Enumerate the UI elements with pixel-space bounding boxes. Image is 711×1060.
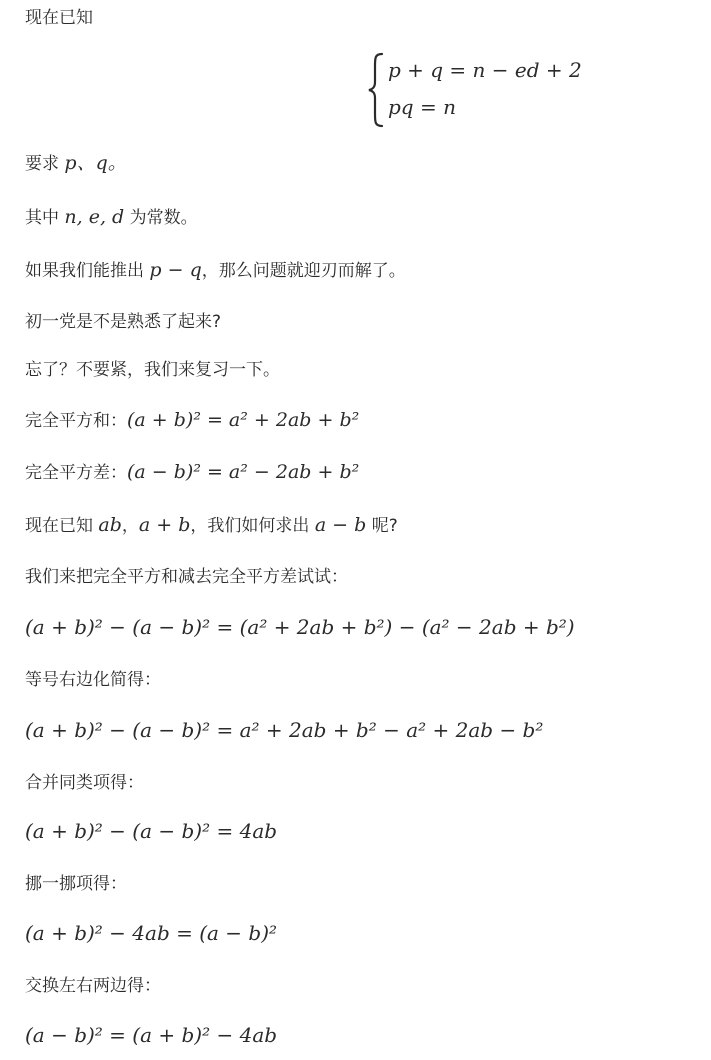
swap-text: 交换左右两边得： bbox=[25, 976, 161, 996]
try-text: 我们来把完全平方和减去完全平方差试试： bbox=[25, 567, 348, 587]
equation-5: (a − b)² = (a + b)² − 4ab bbox=[25, 1023, 278, 1047]
square-diff-formula: (a − b)² = a² − 2ab + b² bbox=[127, 461, 360, 483]
forgot-text: 忘了？不要紧，我们来复习一下。 bbox=[25, 360, 280, 380]
requirement-prefix: 要求 bbox=[25, 154, 65, 174]
if-suffix: ，那么问题就迎刃而解了。 bbox=[201, 261, 406, 281]
move-text: 挪一挪项得： bbox=[25, 874, 127, 894]
requirement-line bbox=[25, 151, 127, 176]
system-equation-1: p + q = n − ed + 2 bbox=[388, 58, 582, 82]
constants-line bbox=[25, 205, 198, 230]
if-math: p − q bbox=[149, 259, 202, 281]
system-equation-2: pq = n bbox=[388, 95, 456, 119]
combine-text: 合并同类项得： bbox=[25, 773, 144, 793]
known-separator: ， bbox=[121, 516, 139, 536]
intro-text: 现在已知 bbox=[25, 8, 93, 28]
known-prefix: 现在已知 bbox=[25, 516, 99, 536]
square-sum-line bbox=[25, 408, 359, 433]
if-prefix: 如果我们能推出 bbox=[25, 261, 150, 281]
known-middle: ，我们如何求出 bbox=[190, 516, 315, 536]
equation-4: (a + b)² − 4ab = (a − b)² bbox=[25, 921, 278, 945]
constants-math: n, e, d bbox=[64, 206, 125, 228]
known-a-minus-b: a − b bbox=[314, 514, 367, 536]
constants-suffix: 为常数。 bbox=[124, 208, 198, 228]
constants-prefix: 其中 bbox=[25, 208, 65, 228]
familiar-text: 初一党是不是熟悉了起来? bbox=[25, 312, 222, 332]
requirement-math: p、q。 bbox=[64, 152, 127, 174]
square-sum-label: 完全平方和： bbox=[25, 411, 127, 431]
simplify-text: 等号右边化简得： bbox=[25, 670, 161, 690]
known-line bbox=[25, 513, 398, 538]
square-diff-label: 完全平方差： bbox=[25, 463, 127, 483]
equation-1: (a + b)² − (a − b)² = (a² + 2ab + b²) − (a² − 2ab + b²) bbox=[25, 615, 575, 639]
equation-3: (a + b)² − (a − b)² = 4ab bbox=[25, 819, 278, 843]
known-a-plus-b: a + b bbox=[138, 514, 191, 536]
left-brace-icon bbox=[366, 52, 386, 128]
square-sum-formula: (a + b)² = a² + 2ab + b² bbox=[127, 409, 360, 431]
equation-system bbox=[366, 52, 626, 128]
known-ab: ab bbox=[98, 514, 122, 536]
if-line bbox=[25, 258, 406, 283]
known-suffix: 呢? bbox=[366, 516, 398, 536]
equation-2: (a + b)² − (a − b)² = a² + 2ab + b² − a² + 2ab − b² bbox=[25, 718, 544, 742]
square-diff-line bbox=[25, 460, 359, 485]
